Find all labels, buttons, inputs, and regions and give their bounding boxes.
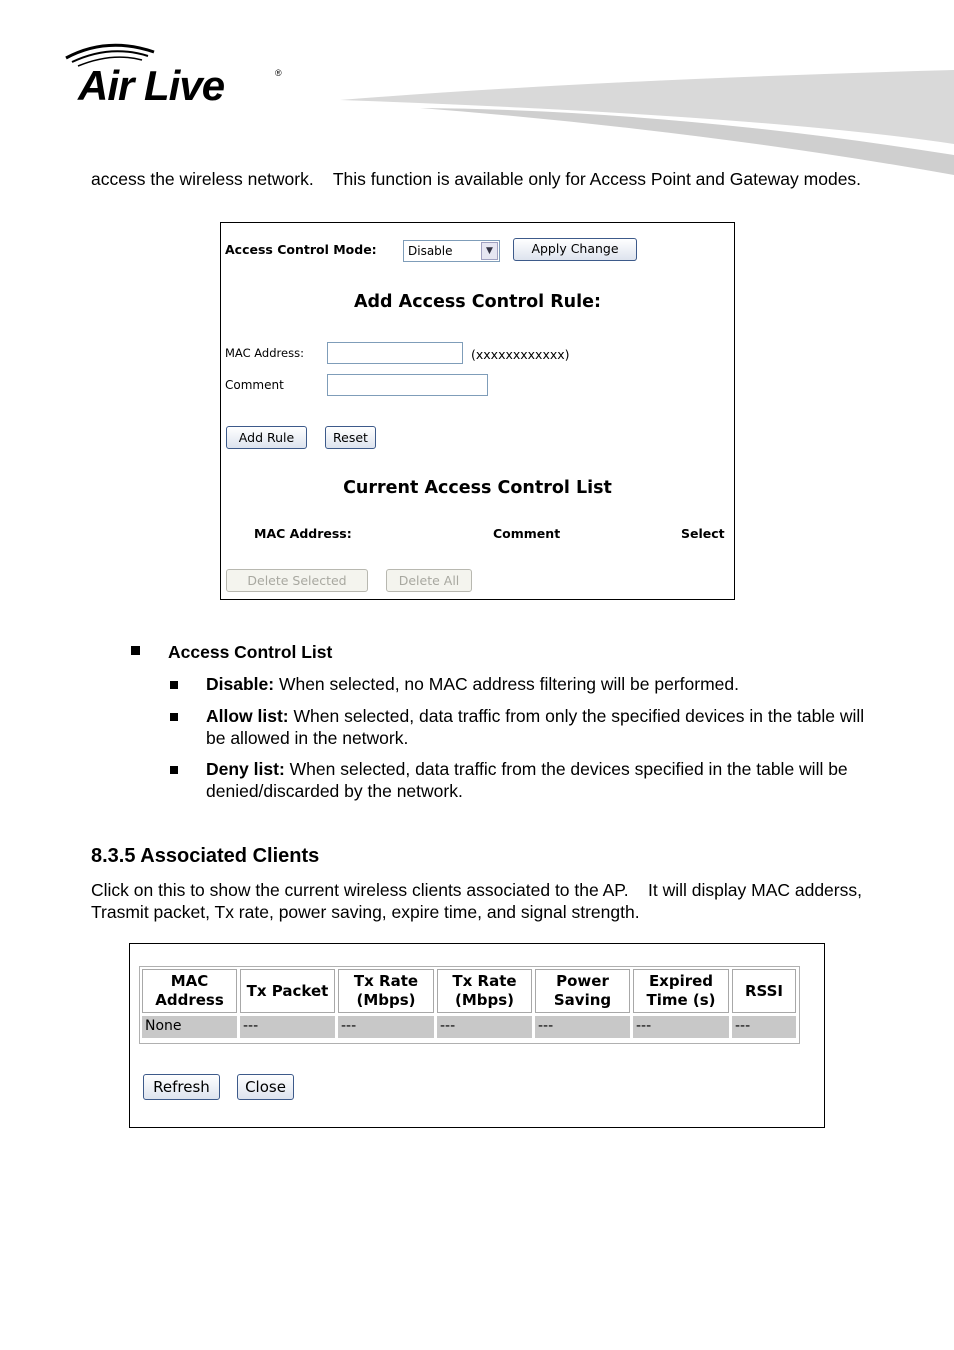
- table-cell: ---: [437, 1016, 532, 1038]
- comment-input[interactable]: [327, 374, 488, 396]
- bullet-square-icon: [170, 681, 178, 689]
- acl-item-term: Allow list:: [206, 706, 289, 726]
- mac-format-hint: (xxxxxxxxxxxx): [471, 347, 570, 362]
- acl-item-disable: [206, 673, 876, 695]
- col-header-tx-packet: [240, 969, 335, 1013]
- mode-select-value: Disable: [408, 244, 453, 258]
- bullet-square-icon: [131, 646, 140, 655]
- clients-table: [139, 966, 800, 1044]
- add-rule-button[interactable]: Add Rule: [226, 426, 307, 449]
- table-cell: ---: [535, 1016, 630, 1038]
- bullet-square-icon: [170, 766, 178, 774]
- access-control-panel: [220, 222, 735, 600]
- access-control-mode-select[interactable]: [403, 240, 500, 262]
- col-header-line: Time (s): [646, 991, 716, 1009]
- col-mac-address: MAC Address:: [254, 526, 352, 541]
- col-header-expired-time: [633, 969, 729, 1013]
- bullet-square-icon: [170, 713, 178, 721]
- apply-change-button[interactable]: Apply Change: [513, 238, 637, 261]
- col-header-line: Tx Rate: [353, 972, 419, 990]
- col-header-line: Saving: [553, 991, 612, 1009]
- col-header-line: Expired: [648, 972, 714, 990]
- delete-all-button[interactable]: Delete All: [386, 569, 472, 592]
- acl-item-deny: [206, 758, 876, 802]
- add-rule-heading: Add Access Control Rule:: [353, 292, 601, 312]
- acl-section-title: Access Control List: [168, 642, 333, 662]
- acl-item-text: When selected, data traffic from only the specified devices in the table will be allowed in the network.: [206, 706, 865, 748]
- col-header-line: Address: [155, 991, 224, 1009]
- comment-label: Comment: [225, 378, 284, 392]
- airlive-logo: [62, 40, 292, 110]
- col-header-power-saving: [535, 969, 630, 1013]
- mac-address-label: MAC Address:: [225, 346, 304, 360]
- table-cell: ---: [240, 1016, 335, 1038]
- acl-item-term: Deny list:: [206, 759, 285, 779]
- acl-item-term: Disable:: [206, 674, 275, 694]
- header-swoosh: [340, 60, 954, 180]
- col-header-mac-address: [142, 969, 237, 1013]
- col-header-line: RSSI: [744, 981, 784, 1000]
- col-comment: Comment: [493, 526, 561, 541]
- delete-selected-button[interactable]: Delete Selected: [226, 569, 368, 592]
- registered-mark: ®: [275, 68, 282, 78]
- table-cell: ---: [633, 1016, 729, 1038]
- intro-paragraph: access the wireless network. This function is available only for Access Point and Gateway modes.: [91, 169, 862, 189]
- logo-wordmark: Air Live: [78, 62, 225, 109]
- acl-item-allow: [206, 705, 876, 749]
- acl-item-text: When selected, data traffic from the devices specified in the table will be denied/discarded by the network.: [206, 759, 848, 801]
- close-button[interactable]: Close: [237, 1074, 294, 1100]
- col-header-rssi: [732, 969, 796, 1013]
- col-header-line: Tx Rate: [452, 972, 517, 990]
- col-header-line: Power: [556, 972, 609, 990]
- current-list-heading: Current Access Control List: [343, 478, 612, 498]
- associated-clients-panel: [129, 943, 825, 1128]
- associated-clients-heading: 8.3.5 Associated Clients: [91, 845, 320, 867]
- reset-button[interactable]: Reset: [325, 426, 376, 449]
- mac-address-input[interactable]: [327, 342, 463, 364]
- refresh-button[interactable]: Refresh: [143, 1074, 220, 1100]
- col-select: Select: [681, 526, 725, 541]
- table-cell: None: [142, 1016, 237, 1038]
- table-cell: ---: [338, 1016, 434, 1038]
- chevron-down-icon[interactable]: ▼: [481, 242, 498, 260]
- col-header-line: (Mbps): [454, 991, 515, 1009]
- col-header-tx-rate: [338, 969, 434, 1013]
- col-header-line: (Mbps): [356, 991, 416, 1009]
- acl-item-text: When selected, no MAC address filtering will be performed.: [274, 674, 740, 694]
- col-header-line: Tx Packet: [246, 981, 329, 1000]
- col-header-line: MAC: [170, 972, 209, 990]
- col-header-tx-rate-2: [437, 969, 532, 1013]
- table-cell: ---: [732, 1016, 796, 1038]
- associated-clients-paragraph: Click on this to show the current wireless clients associated to the AP. It will display MAC adderss, Trasmit packet, Tx rate, power saving, expire time, and signal strength.: [91, 880, 862, 922]
- access-control-mode-label: Access Control Mode:: [225, 242, 377, 257]
